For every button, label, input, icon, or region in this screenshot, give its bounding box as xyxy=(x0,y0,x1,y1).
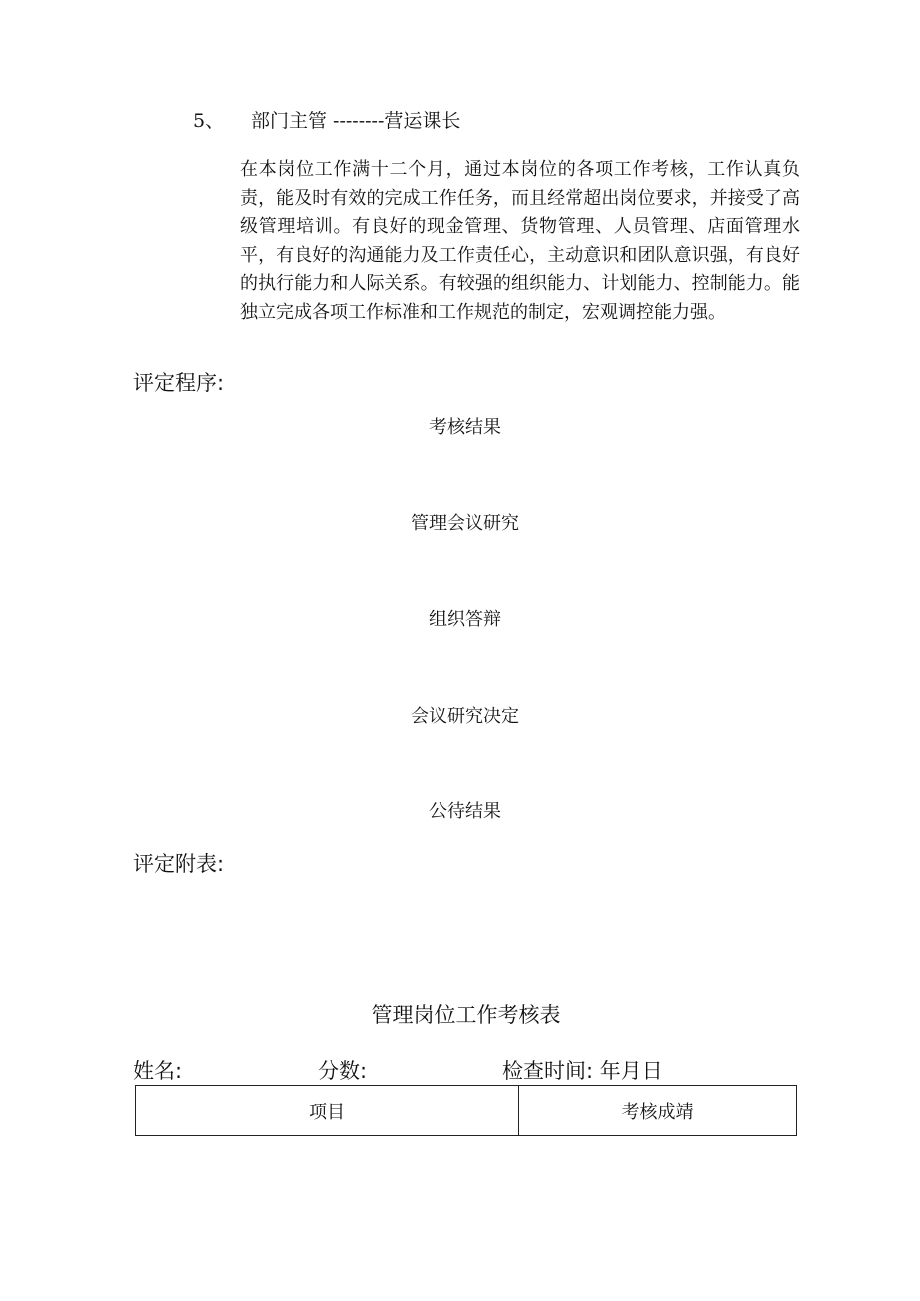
name-label: 姓名: xyxy=(133,1059,183,1083)
evaluation-table xyxy=(135,1085,797,1136)
section-heading xyxy=(193,106,460,133)
column-header-result: 考核成靖 xyxy=(519,1086,797,1136)
form-title: 管理岗位工作考核表 xyxy=(371,1003,561,1027)
procedure-step-5: 公待结果 xyxy=(429,801,501,822)
procedure-step-2: 管理会议研究 xyxy=(411,513,519,534)
column-header-item: 项目 xyxy=(136,1086,519,1136)
procedure-step-4: 会议研究决定 xyxy=(411,706,519,727)
section-title: 部门主管 --------营运课长 xyxy=(251,110,461,132)
section-number: 5、 xyxy=(193,110,225,132)
procedure-heading: 评定程序: xyxy=(133,371,225,395)
check-date-label: 检查时间: 年月日 xyxy=(502,1059,663,1083)
score-label: 分数: xyxy=(318,1059,368,1083)
position-description: 在本岗位工作满十二个月，通过本岗位的各项工作考核，工作认真负责，能及时有效的完成工作任务，而且经常超出岗位要求，并接受了高级管理培训。有良好的现金管理、货物管理、人员管理、店面管理水平，有良好的沟通能力及工作责任心，主动意识和团队意识强，有良好的执行能力和人际关系。有较强的组织能力、计划能力、控制能力。能独立完成各项工作标准和工作规范的制定，宏观调控能力强。 xyxy=(240,159,800,323)
procedure-step-1: 考核结果 xyxy=(429,417,501,438)
procedure-step-3: 组织答辩 xyxy=(429,609,501,630)
appendix-heading: 评定附表: xyxy=(133,852,225,876)
table-header-row xyxy=(136,1086,797,1136)
